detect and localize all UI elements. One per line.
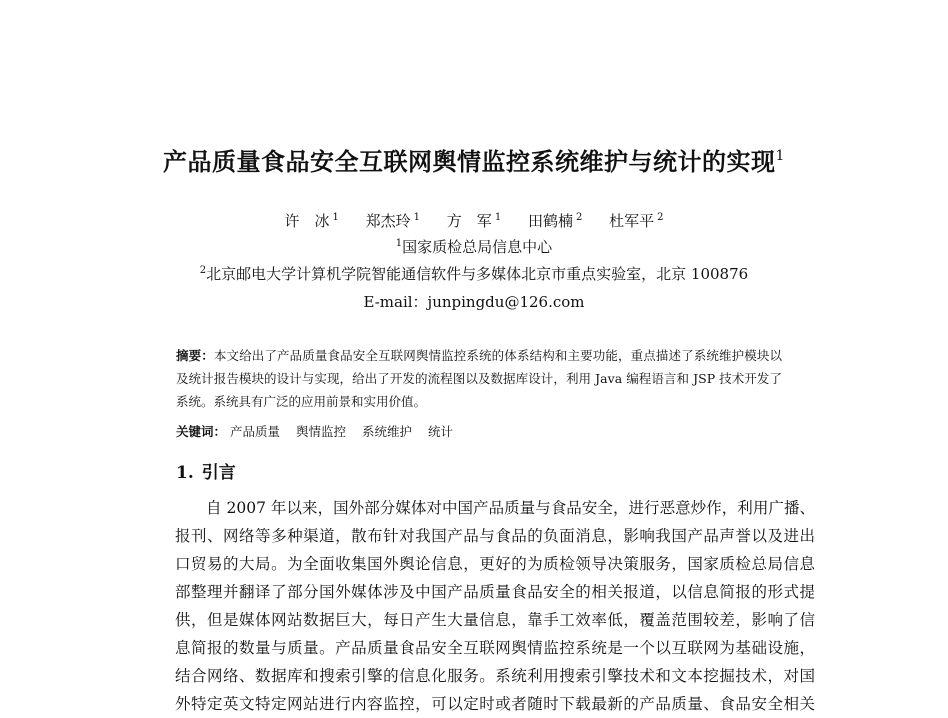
text-line: 报刊、网络等多种渠道，散布针对我国产品与食品的负面消息，影响我国产品声誉以及进出 (175, 527, 815, 545)
text-line: 结合网络、数据库和搜索引擎的信息化服务。系统利用搜索引擎技术和文本挖掘技术，对国 (175, 667, 815, 685)
author (284, 212, 338, 230)
keyword: 统计 (428, 424, 454, 439)
keywords-label: 关键词： (176, 424, 227, 439)
section-title: 引言 (201, 463, 236, 483)
intro-paragraph (175, 494, 815, 718)
author (609, 212, 663, 230)
author-name: 方 军 (446, 212, 492, 230)
keyword: 产品质量 (230, 424, 281, 439)
section-heading (176, 458, 236, 483)
paper-title (0, 142, 948, 177)
affiliation-text: 国家质检总局信息中心 (402, 238, 553, 256)
author-affiliation-mark: 1 (494, 212, 502, 223)
author (447, 212, 501, 230)
author-list (0, 210, 948, 231)
affiliation-mark: 2 (199, 265, 207, 276)
author-name: 杜军平 (609, 212, 655, 230)
author-affiliation-mark: 1 (413, 212, 421, 223)
text-line: 供，但是媒体网站数据巨大，每日产生大量信息，靠手工效率低，覆盖范围较差，影响了信 (175, 611, 815, 629)
text-line: 息简报的数量与质量。产品质量食品安全互联网舆情监控系统是一个以互联网为基础设施， (175, 639, 815, 657)
affiliation-2 (0, 263, 948, 284)
abstract-label: 摘要： (176, 348, 214, 363)
affiliation-text: 北京邮电大学计算机学院智能通信软件与多媒体北京市重点实验室，北京 100876 (206, 265, 749, 283)
abstract (176, 344, 782, 413)
author (366, 212, 420, 230)
author-name: 郑杰玲 (365, 212, 411, 230)
text-line: 自 2007 年以来，国外部分媒体对中国产品质量与食品安全，进行恶意炒作，利用广播、 (206, 499, 815, 517)
author-affiliation-mark: 2 (575, 212, 583, 223)
text-line: 外特定英文特定网站进行内容监控，可以定时或者随时下载最新的产品质量、食品安全相关 (175, 695, 815, 713)
affiliation-1 (0, 236, 948, 257)
author (528, 212, 582, 230)
author-affiliation-mark: 2 (657, 212, 664, 223)
title-footnote-mark: 1 (775, 148, 785, 164)
author-email: E-mail：junpingdu@126.com (363, 293, 585, 311)
affiliation-mark: 1 (395, 238, 403, 249)
text-line: 部整理并翻译了部分国外媒体涉及中国产品质量食品安全的相关报道，以信息简报的形式提 (175, 583, 815, 601)
author-name: 田鹤楠 (527, 212, 573, 230)
abstract-text: 本文给出了产品质量食品安全互联网舆情监控系统的体系结构和主要功能，重点描述了系统维护模块以及统计报告模块的设计与实现，给出了开发的流程图以及数据库设计，利用 Java 编程语言和 JSP 技术开发了系统。系统具有广泛的应用前景和实用价值。 (176, 348, 782, 409)
keyword: 系统维护 (362, 424, 413, 439)
author-name: 许 冰 (284, 212, 330, 230)
author-affiliation-mark: 1 (332, 212, 339, 223)
text-line: 口贸易的大局。为全面收集国外舆论信息，更好的为质检领导决策服务，国家质检总局信息 (175, 555, 815, 573)
section-number: 1. (176, 463, 194, 483)
keywords (176, 420, 782, 443)
title-text: 产品质量食品安全互联网舆情监控系统维护与统计的实现 (163, 147, 776, 176)
keyword: 舆情监控 (296, 424, 347, 439)
